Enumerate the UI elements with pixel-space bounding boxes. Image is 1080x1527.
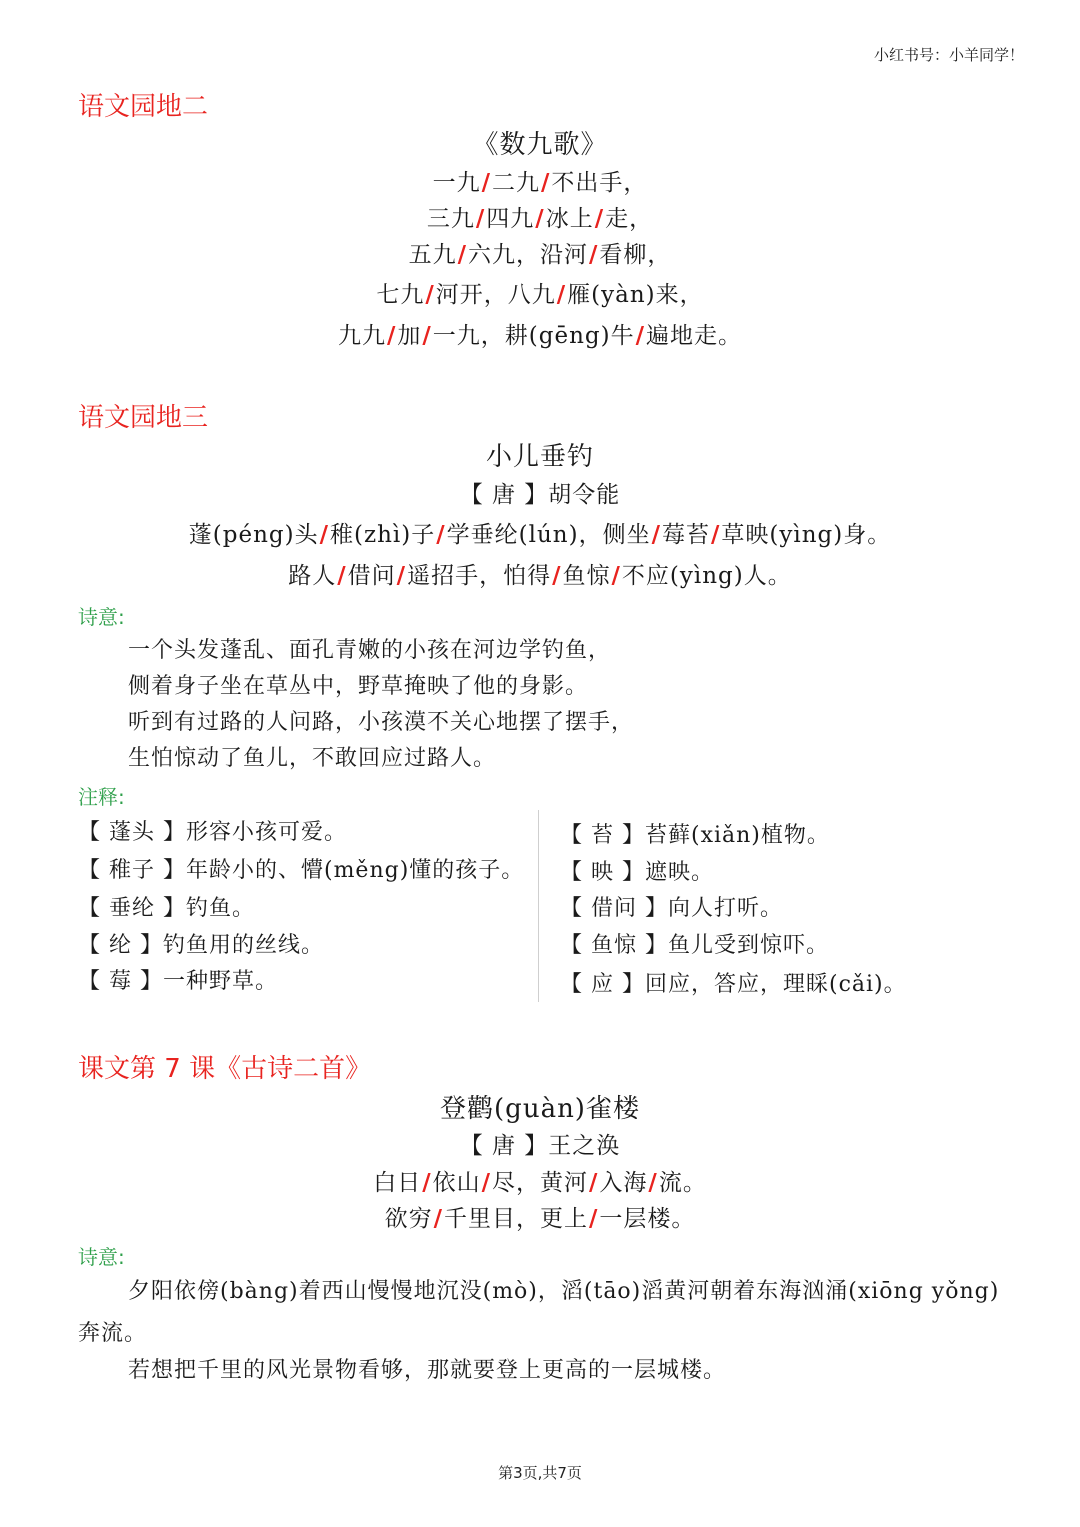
poem-segment: 三九 [426, 206, 475, 232]
meaning-line: 听到有过路的人问路，小孩漠不关心地摆了摆手， [128, 710, 635, 735]
pause-separator: / [541, 170, 551, 196]
poem-segment: 借问 [347, 563, 396, 589]
note-item-right: 【 鱼惊 】鱼儿受到惊吓。 [560, 933, 829, 958]
poem-line [0, 1200, 1080, 1233]
poem-segment: 鱼惊 [562, 563, 611, 589]
poem-segment: 冰上 [545, 206, 594, 232]
poem-line [0, 557, 1080, 590]
section-heading-1: 语文园地二 [78, 92, 209, 122]
pause-separator: / [556, 282, 567, 308]
pause-separator: / [535, 206, 545, 232]
poem-segment: 五九 [408, 242, 457, 268]
note-item-left: 【 蓬头 】形容小孩可爱。 [78, 820, 347, 845]
poem-segment: 莓苔 [661, 522, 710, 548]
poem-segment: 看柳， [599, 242, 672, 268]
pause-separator: / [611, 563, 621, 589]
poem-segment: 加 [397, 323, 422, 349]
poem-segment: 遥招手，怕得 [407, 563, 552, 589]
pause-separator: / [648, 1170, 658, 1196]
poem-segment: 一九，耕(gēng)牛 [432, 323, 635, 349]
poem-segment: 路人 [288, 563, 337, 589]
pause-separator: / [651, 522, 661, 548]
poem-segment: 尽，黄河 [492, 1170, 588, 1196]
poem-segment: 走， [605, 206, 654, 232]
poem-line [0, 200, 1080, 233]
note-item-right: 【 映 】遮映。 [560, 860, 714, 885]
poem-author-2: 【 唐 】胡令能 [459, 482, 621, 508]
note-item-left: 【 纶 】钓鱼用的丝线。 [78, 933, 324, 958]
poem-segment: 雁(yàn)来， [567, 282, 704, 308]
poem-title-2: 小儿垂钓 [485, 442, 594, 472]
meaning-line: 一个头发蓬乱、面孔青嫩的小孩在河边学钓鱼， [128, 638, 612, 663]
poem-segment: 不出手， [551, 170, 648, 196]
note-item-right: 【 借问 】向人打听。 [560, 896, 783, 921]
poem-segment: 流。 [658, 1170, 707, 1196]
pause-separator: / [481, 170, 491, 196]
pause-separator: / [457, 242, 467, 268]
pause-separator: / [589, 1170, 599, 1196]
pause-separator: / [635, 323, 646, 349]
note-item-left: 【 垂纶 】钓鱼。 [78, 896, 255, 921]
meaning-line: 侧着身子坐在草丛中，野草掩映了他的身影。 [128, 674, 589, 699]
pause-separator: / [552, 563, 562, 589]
pause-separator: / [475, 206, 486, 232]
meaning-line: 生怕惊动了鱼儿，不敢回应过路人。 [128, 746, 497, 771]
pause-separator: / [710, 522, 721, 548]
poem-title-1: 《数九歌》 [472, 130, 608, 160]
pause-separator: / [594, 206, 605, 232]
poem-segment: 学垂纶(lún)，侧坐 [446, 522, 651, 548]
pause-separator: / [433, 1206, 443, 1232]
meaning-label-2: 诗意: [78, 605, 125, 629]
page-number: 第3页,共7页 [498, 1464, 582, 1482]
poem-segment: 一九 [432, 170, 481, 196]
poem-segment: 依山 [432, 1170, 481, 1196]
meaning-paragraph: 夕阳依傍(bàng)着西山慢慢地沉没(mò)，滔(tāo)滔黄河朝着东海汹涌(xiōng yǒng)奔流。 [78, 1279, 1000, 1346]
pause-separator: / [422, 323, 432, 349]
meaning-label-3: 诗意: [78, 1245, 125, 1269]
poem-segment: 不应(yìng)人。 [621, 563, 792, 589]
poem-segment: 一层楼。 [599, 1206, 696, 1232]
notes-divider [538, 810, 539, 1002]
pause-separator: / [386, 323, 397, 349]
poem-line [0, 164, 1080, 197]
poem-segment: 稚(zhì)子 [330, 522, 436, 548]
note-item-left: 【 莓 】一种野草。 [78, 969, 278, 994]
pause-separator: / [396, 563, 407, 589]
pause-separator: / [319, 522, 329, 548]
pause-separator: / [589, 1206, 599, 1232]
poem-segment: 千里目，更上 [444, 1206, 588, 1232]
pause-separator: / [422, 1170, 432, 1196]
pause-separator: / [337, 563, 347, 589]
poem-segment: 欲穷 [384, 1206, 433, 1232]
poem-line [0, 1164, 1080, 1197]
poem-segment: 河开，八九 [435, 282, 556, 308]
poem-segment: 草映(yìng)身。 [721, 522, 892, 548]
pause-separator: / [481, 1170, 491, 1196]
poem-segment: 入海 [599, 1170, 648, 1196]
pause-separator: / [436, 522, 446, 548]
meaning-paragraph: 若想把千里的风光景物看够，那就要登上更高的一层城楼。 [128, 1358, 727, 1383]
poem-segment: 蓬(péng)头 [188, 522, 319, 548]
poem-segment: 遍地走。 [646, 323, 743, 349]
watermark: 小红书号：小羊同学！ [873, 46, 1024, 64]
poem-author-3: 【 唐 】王之涣 [459, 1133, 621, 1159]
poem-title-3: 登鹳(guàn)雀楼 [440, 1094, 640, 1124]
poem-segment: 七九 [376, 282, 425, 308]
poem-line [0, 236, 1080, 269]
note-item-right: 【 苔 】苔藓(xiǎn)植物。 [560, 823, 830, 848]
poem-segment: 九九 [337, 323, 386, 349]
note-item-right: 【 应 】回应，答应，理睬(cǎi)。 [560, 972, 907, 997]
section-heading-2: 语文园地三 [78, 403, 209, 433]
notes-label: 注释: [78, 785, 125, 809]
note-item-left: 【 稚子 】年龄小的、懵(měng)懂的孩子。 [78, 858, 525, 883]
pause-separator: / [425, 282, 435, 308]
pause-separator: / [589, 242, 599, 268]
poem-line [0, 516, 1080, 549]
poem-segment: 二九 [492, 170, 540, 196]
section-heading-3: 课文第 7 课《古诗二首》 [78, 1054, 372, 1084]
poem-segment: 白日 [373, 1170, 422, 1196]
poem-segment: 四九 [486, 206, 535, 232]
poem-line [0, 276, 1080, 309]
poem-line [0, 317, 1080, 350]
poem-segment: 六九，沿河 [468, 242, 588, 268]
